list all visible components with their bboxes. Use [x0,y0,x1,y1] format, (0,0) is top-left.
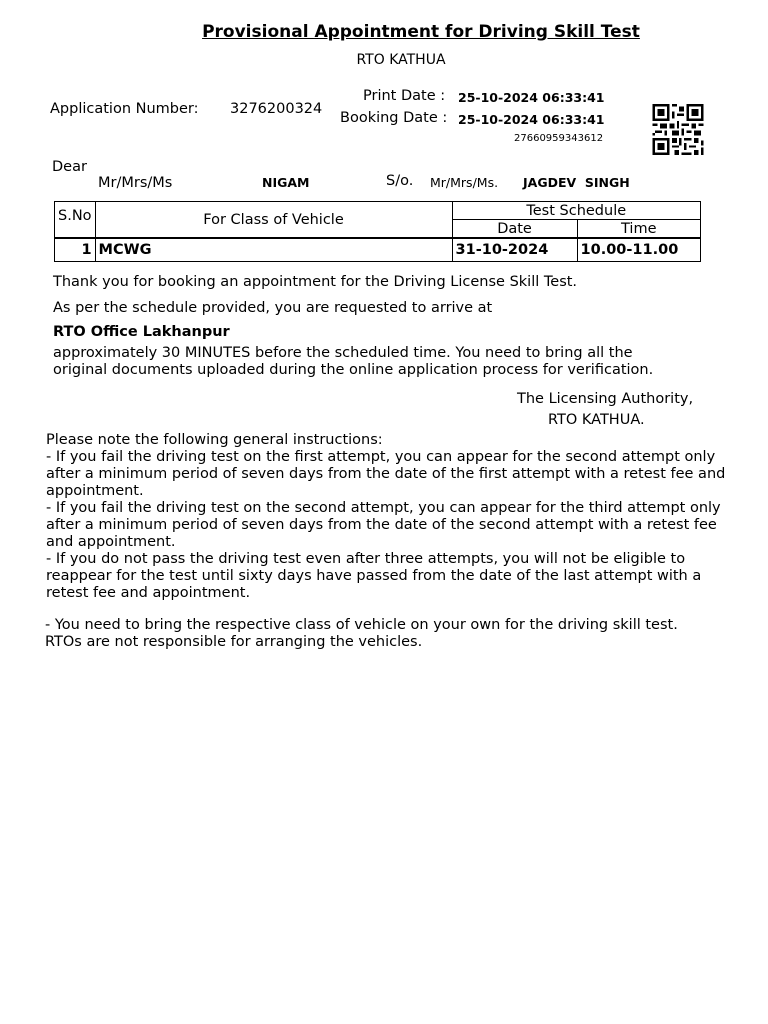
header-time: Time [577,220,700,239]
instructions-heading: Please note the following general instructions: [46,432,383,448]
general-instructions [46,432,736,602]
row-class: MCWG [95,238,452,262]
print-date-label: Print Date : [363,88,446,104]
parent-title: Mr/Mrs/Ms. [430,175,499,190]
test-schedule-table [54,201,701,262]
header-test-schedule: Test Schedule [452,202,700,220]
signature-office: RTO KATHUA. [548,412,645,428]
parent-name: JAGDEV SINGH [523,175,630,190]
row-time: 10.00-11.00 [577,238,700,262]
signature-authority: The Licensing Authority, [517,391,694,407]
vehicle-note [45,617,717,651]
arrival-time-line-2: original documents uploaded during the online application process for verification. [53,362,654,378]
applicant-title: Mr/Mrs/Ms [98,175,173,191]
booking-date-value: 25-10-2024 06:33:41 [458,112,605,127]
header-date: Date [452,220,577,239]
arrive-text: As per the schedule provided, you are requested to arrive at [53,300,493,316]
test-venue: RTO Office Lakhanpur [53,324,230,340]
booking-date-label: Booking Date : [340,110,448,126]
application-number-value: 3276200324 [230,101,323,117]
instruction-item: - If you do not pass the driving test even after three attempts, you will not be eligible to reappear for the test until sixty days have passed from the date of the last attempt with a retest fee and appointment. [46,551,702,601]
vehicle-note-text: - You need to bring the respective class of vehicle on your own for the driving skill test. RTOs are not responsible for arranging the vehicles. [45,617,678,650]
header-sno: S.No [55,202,96,239]
row-date: 31-10-2024 [452,238,577,262]
thanks-text: Thank you for booking an appointment for the Driving License Skill Test. [53,274,578,290]
row-sno: 1 [55,238,96,262]
page-title: Provisional Appointment for Driving Skill Test [202,22,640,42]
table-row [55,238,701,262]
arrival-time-line-1: approximately 30 MINUTES before the scheduled time. You need to bring all the [53,345,633,361]
qr-code-icon [651,104,705,155]
issuing-office: RTO KATHUA [356,52,446,68]
instruction-item: - If you fail the driving test on the first attempt, you can appear for the second attempt only after a minimum period of seven days from the date of the first attempt with a retest fee and appointment. [46,449,726,499]
reference-number: 27660959343612 [514,133,604,144]
header-class-of-vehicle: For Class of Vehicle [95,202,452,239]
applicant-name: NIGAM [262,175,310,190]
salutation-dear: Dear [52,159,87,175]
instruction-item: - If you fail the driving test on the second attempt, you can appear for the third attempt only after a minimum period of seven days from the date of the second attempt with a retest fee and appointment. [46,500,721,550]
application-number-label: Application Number: [50,101,199,117]
relation-label: S/o. [386,173,414,189]
print-date-value: 25-10-2024 06:33:41 [458,90,605,105]
